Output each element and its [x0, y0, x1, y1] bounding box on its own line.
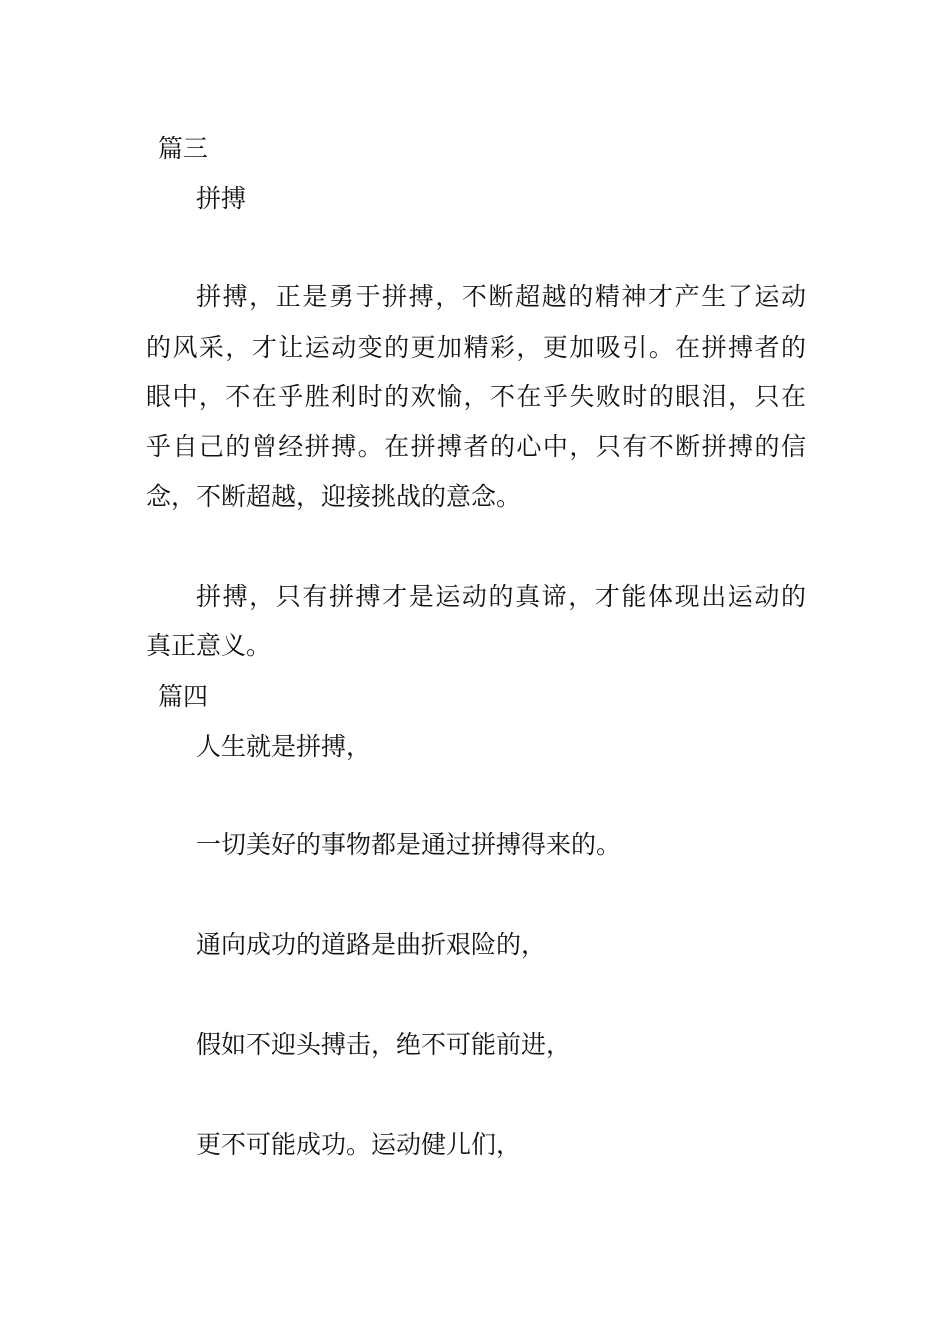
poem-line: 更不可能成功。运动健儿们， [196, 1130, 522, 1159]
paragraph-line: 真正意义。 [146, 631, 272, 660]
section-heading-4: 篇四 [158, 682, 209, 711]
paragraph-line: 拼搏，正是勇于拼搏，不断超越的精神才产生了运动 [196, 282, 808, 311]
poem-line: 人生就是拼搏， [196, 732, 372, 761]
poem-line: 一切美好的事物都是通过拼搏得来的。 [196, 830, 622, 859]
poem-line: 通向成功的道路是曲折艰险的， [196, 930, 547, 959]
paragraph-line: 眼中，不在乎胜利时的欢愉，不在乎失败时的眼泪，只在 [146, 382, 808, 411]
paragraph-line: 的风采，才让运动变的更加精彩，更加吸引。在拼搏者的 [146, 333, 808, 362]
section-title: 拼搏 [196, 184, 247, 213]
paragraph-line: 拼搏，只有拼搏才是运动的真谛，才能体现出运动的 [196, 582, 808, 611]
paragraph-line: 乎自己的曾经拼搏。在拼搏者的心中，只有不断拼搏的信 [146, 432, 808, 461]
poem-line: 假如不迎头搏击，绝不可能前进， [196, 1030, 572, 1059]
section-heading-3: 篇三 [158, 134, 209, 163]
paragraph-line: 念，不断超越，迎接挑战的意念。 [146, 482, 522, 511]
